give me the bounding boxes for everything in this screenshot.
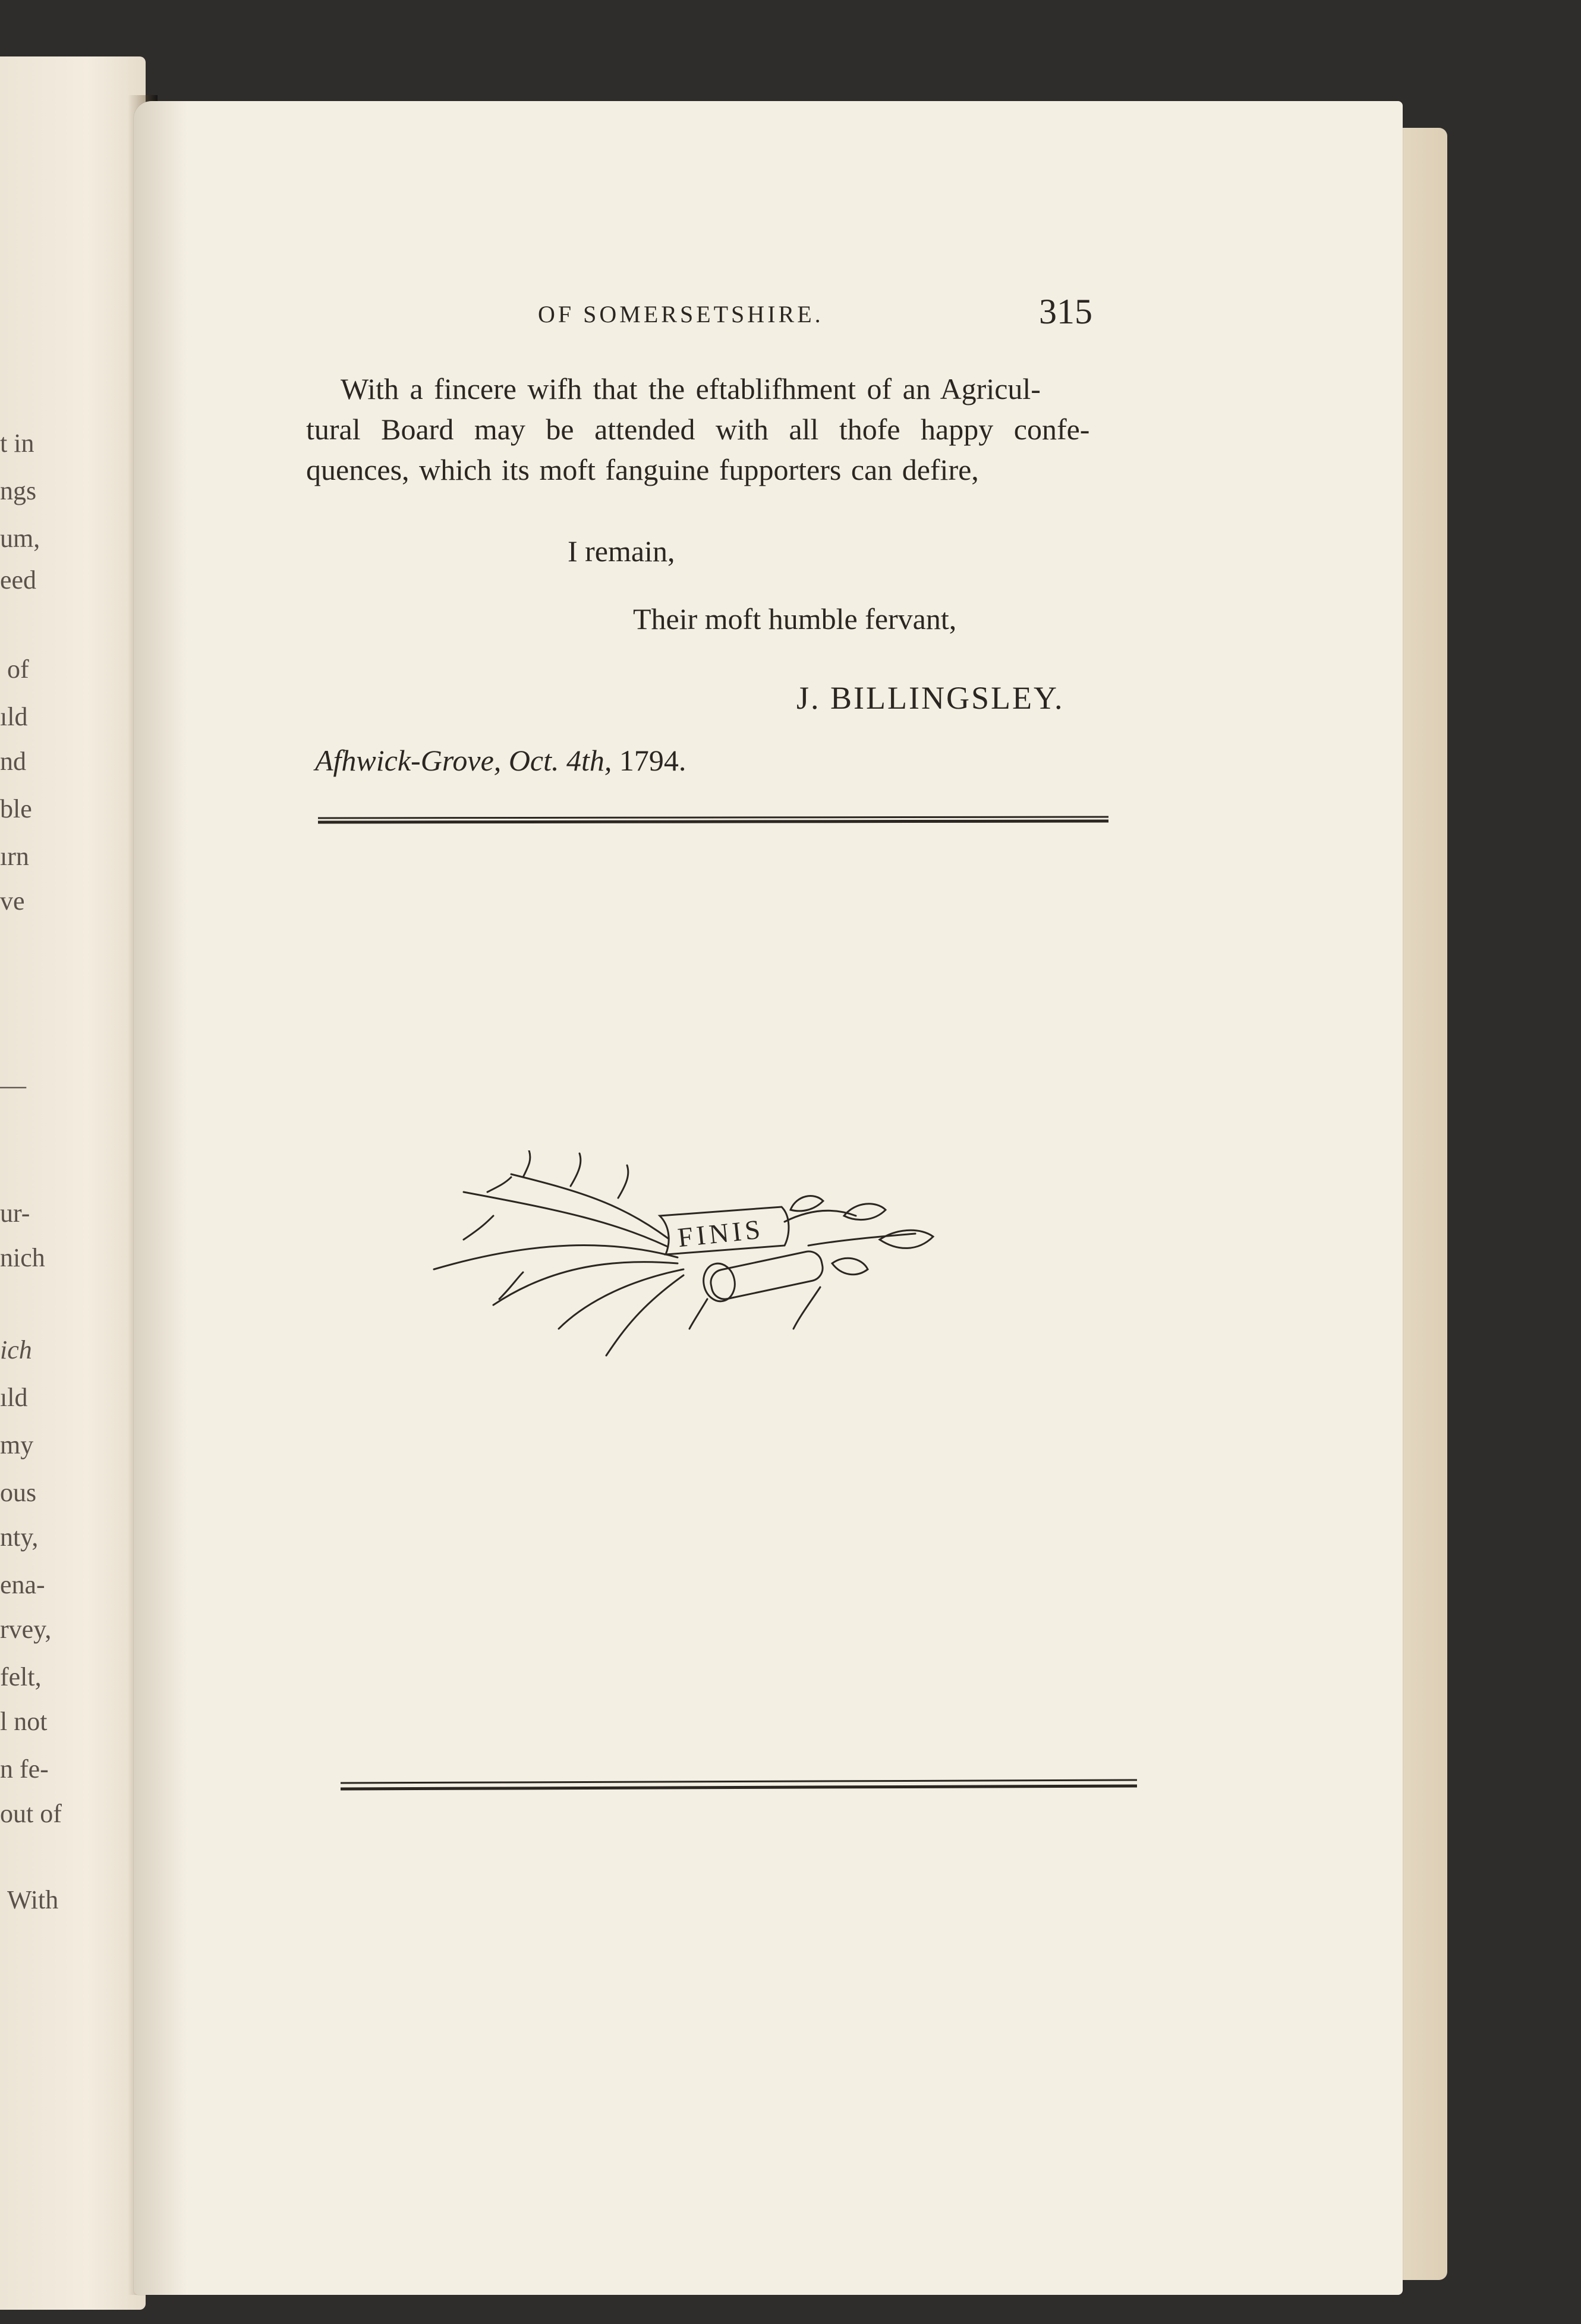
date-month: Oct. — [508, 744, 559, 777]
left-page-fragment: ıld — [0, 1383, 28, 1412]
place: Afhwick-Grove, — [315, 744, 502, 777]
body-line: tural Board may be attended with all thofe happy confe- — [306, 413, 1090, 446]
left-page-fragment: ous — [0, 1478, 37, 1507]
left-page-fragment: nty, — [0, 1523, 39, 1552]
left-page-fragment: l not — [0, 1707, 48, 1736]
closing-line: I remain, — [568, 534, 675, 568]
signature: J. BILLINGSLEY. — [796, 680, 1065, 716]
left-page-fragment: ich — [0, 1335, 32, 1364]
left-page-fragment: With — [7, 1885, 59, 1914]
date-day: 4th, — [566, 744, 612, 777]
left-page-fragment: ngs — [0, 476, 37, 505]
left-page-fragment: ırn — [0, 842, 29, 871]
finis-label: FINIS — [676, 1213, 766, 1253]
left-page-fragment: ble — [0, 794, 32, 823]
left-page-fragment: nich — [0, 1243, 45, 1272]
left-page-fragment: t in — [0, 429, 34, 458]
double-rule-top — [318, 814, 1108, 838]
left-page-fragment: nd — [0, 747, 26, 776]
date-year: 1794. — [619, 744, 686, 777]
page-number: 315 — [1039, 292, 1092, 331]
place-date — [315, 743, 686, 778]
double-rule-bottom — [341, 1778, 1137, 1801]
valediction: Their moft humble fervant, — [633, 602, 957, 636]
left-page-fragment: ve — [0, 886, 25, 916]
body-line: quences, which its moft fanguine fupporters can defire, — [306, 453, 979, 486]
finis-ornament — [428, 1150, 975, 1376]
left-page-fragment: of — [7, 655, 29, 684]
page-shade — [134, 101, 187, 2295]
left-page-fragment: out of — [0, 1799, 62, 1828]
left-page-fragment: rvey, — [0, 1615, 52, 1644]
body-line: With a fincere wifh that the eftablifhment of an Agricul- — [341, 372, 1041, 405]
left-page-fragment: felt, — [0, 1662, 42, 1691]
left-page-fragment: ur- — [0, 1199, 30, 1228]
left-page-fragment: ıld — [0, 702, 28, 731]
running-head: OF SOMERSETSHIRE. — [538, 301, 824, 328]
left-page-fragment: ena- — [0, 1570, 45, 1599]
left-page-fragment: eed — [0, 565, 37, 595]
left-page — [0, 56, 146, 2310]
left-page-fragment: um, — [0, 524, 40, 553]
left-page-fragment: my — [0, 1430, 34, 1460]
left-page-fragment: n fe- — [0, 1754, 49, 1784]
left-page-fragment: — — [0, 1071, 26, 1100]
